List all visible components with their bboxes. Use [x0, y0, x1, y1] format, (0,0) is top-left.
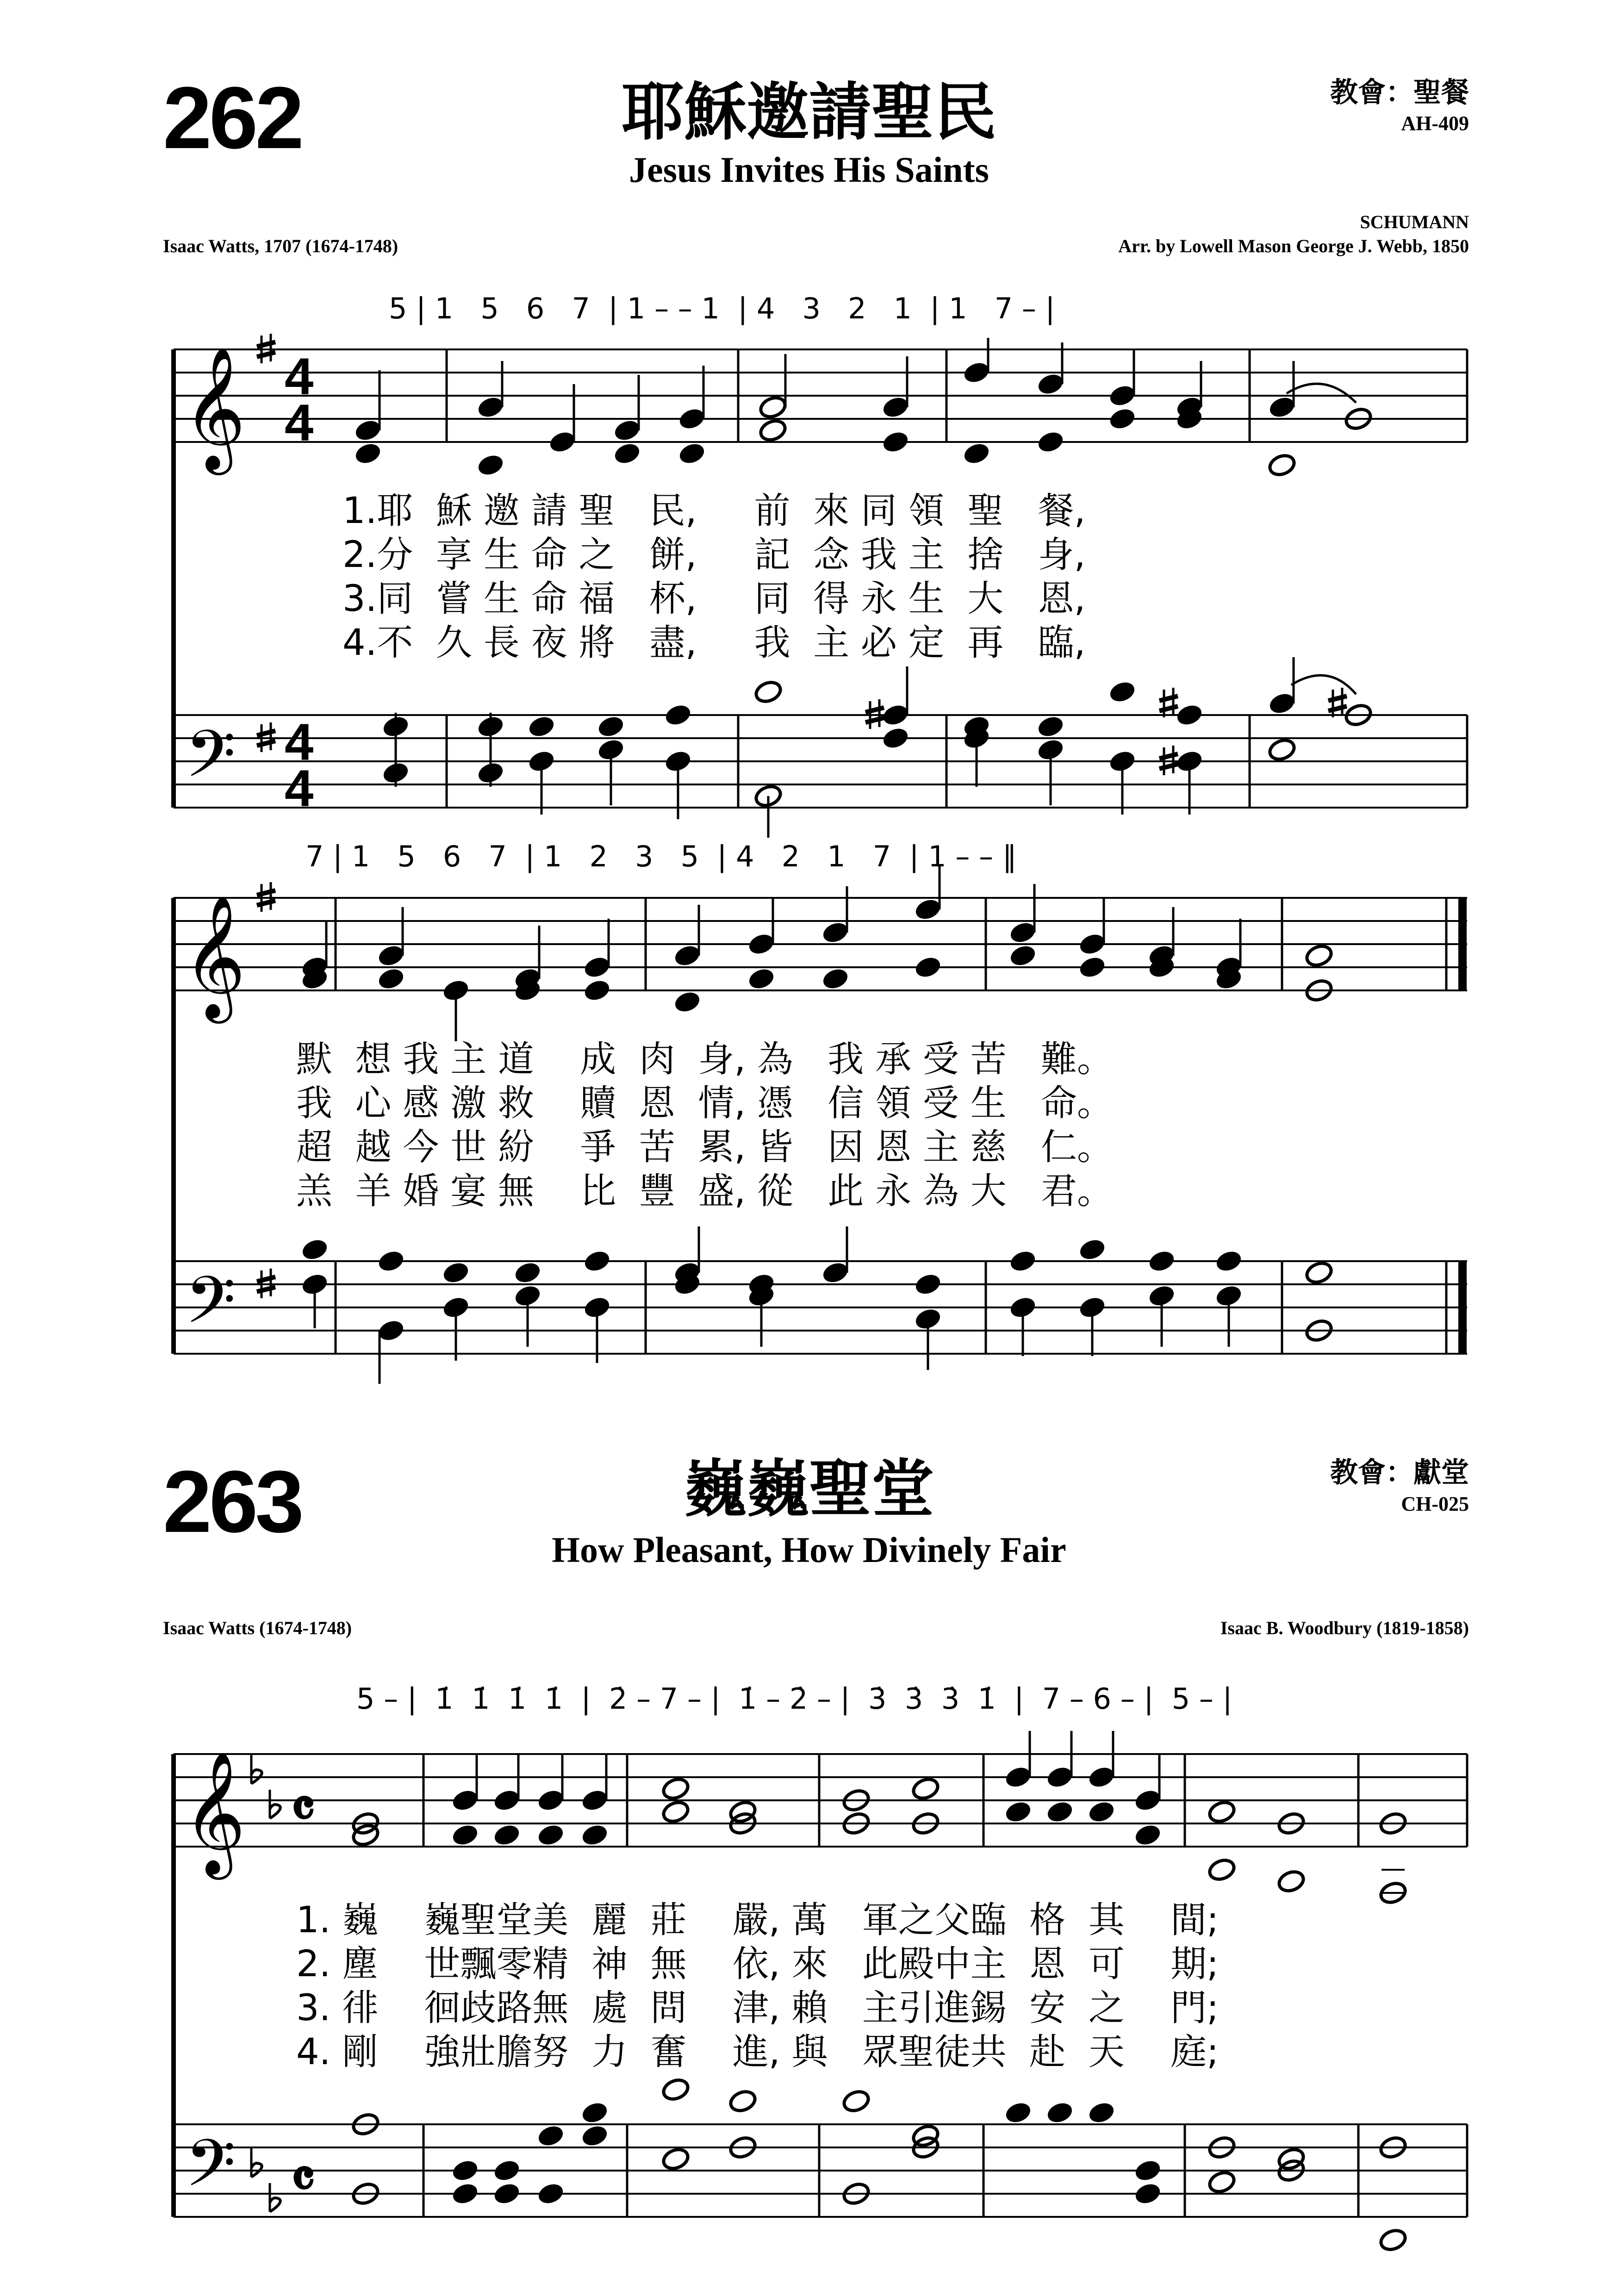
jianpu-line: 5 – | 1̇ 1̇ 1̇ 1̇ | 2̇ – 7 – | 1̇ – 2̇ – | 3̇ 3̇ 3̇ 1̇ | 7 – 6 – | 5 – |	[356, 1682, 1232, 1716]
lyric-line: 2.分 享 生 命 之 餅, 記 念 我 主 捨 身,	[342, 534, 1086, 576]
lyric-line: 4. 剛 強壯膽努 力 奮 進, 與 眾聖徒共 赴 天 庭;	[296, 2031, 1219, 2073]
common-time-icon: 𝄴	[291, 1777, 316, 1842]
treble-notes	[353, 338, 1373, 478]
treble-clef-icon: 𝄞	[183, 895, 246, 1018]
common-time-icon: 𝄴	[291, 2147, 316, 2212]
tune-name: SCHUMANN	[1360, 212, 1469, 232]
svg-text:4: 4	[285, 394, 314, 452]
lyric-line: 默 想 我 主 道 成 肉 身, 為 我 承 受 苦 難。	[296, 1039, 1114, 1080]
lyric-line: 3. 徘 徊歧路無 處 問 津, 賴 主引進錫 安 之 門;	[296, 1987, 1219, 2029]
hymn-title-en: How Pleasant, How Divinely Fair	[552, 1530, 1066, 1570]
lyric-line: 1.耶 穌 邀 請 聖 民, 前 來 同 領 聖 餐,	[342, 490, 1086, 532]
hymn-number: 262	[163, 69, 302, 167]
lyric-line: 1. 巍 巍聖堂美 麗 莊 嚴, 萬 軍之父臨 格 其 間;	[296, 1899, 1219, 1941]
hymn-number: 263	[163, 1453, 302, 1551]
hymn-title-en: Jesus Invites His Saints	[629, 149, 989, 190]
lyric-line: 超 越 今 世 紛 爭 苦 累, 皆 因 恩 主 慈 仁。	[296, 1126, 1114, 1168]
hymn-category: 教會：聖餐	[1330, 76, 1469, 109]
flat-icon	[270, 2183, 280, 2212]
flat-icon	[251, 1755, 262, 1784]
jianpu-line: 5 | 1 5 6 7 | 1 – – 1 | 4 3 2 1 | 1 7 – |	[389, 292, 1055, 325]
bass-clef-icon: 𝄢	[185, 1263, 236, 1354]
lyric-line: 4.不 久 長 夜 將 盡, 我 主 必 定 再 臨,	[342, 622, 1086, 664]
lyric-line: 2. 塵 世飄零精 神 無 依, 來 此殿中主 恩 可 期;	[296, 1943, 1219, 1985]
lyric-line: 我 心 感 激 救 贖 恩 情, 憑 信 領 受 生 命。	[296, 1083, 1114, 1124]
treble-clef-icon: 𝄞	[183, 346, 246, 470]
flat-icon	[270, 1790, 280, 1818]
bass-notes	[300, 1226, 1334, 1384]
svg-text:4: 4	[285, 713, 314, 771]
lyric-line: 羔 羊 婚 宴 無 比 豐 盛, 從 此 永 為 大 君。	[296, 1170, 1114, 1212]
flat-icon	[251, 2148, 262, 2177]
music-credit: Arr. by Lowell Mason George J. Webb, 1850	[1118, 236, 1469, 256]
treble-notes	[351, 1731, 1408, 1906]
hymn-code: CH-025	[1401, 1493, 1469, 1515]
hymn-title-zh: 巍巍聖堂	[684, 1453, 934, 1525]
lyric-line: 3.同 嘗 生 命 福 杯, 同 得 永 生 大 恩,	[342, 578, 1086, 620]
bass-notes	[381, 657, 1373, 838]
music-credit: Isaac B. Woodbury (1819-1858)	[1220, 1618, 1469, 1638]
words-credit: Isaac Watts (1674-1748)	[163, 1618, 352, 1638]
bass-clef-icon: 𝄢	[185, 716, 236, 808]
svg-text:4: 4	[285, 759, 314, 817]
bass-notes	[351, 2077, 1408, 2252]
words-credit: Isaac Watts, 1707 (1674-1748)	[163, 236, 398, 256]
hymn-category: 教會：獻堂	[1330, 1456, 1469, 1489]
treble-clef-icon: 𝄞	[183, 1751, 246, 1874]
hymn-title-zh: 耶穌邀請聖民	[622, 76, 996, 149]
treble-notes	[300, 865, 1334, 1041]
jianpu-line: 7 | 1 5 6 7 | 1 2 3 5 | 4 2 1 7 | 1 – – ‖	[305, 840, 1017, 873]
bass-clef-icon: 𝄢	[185, 2126, 236, 2217]
svg-text:4: 4	[285, 348, 314, 405]
hymn-code: AH-409	[1401, 112, 1469, 135]
